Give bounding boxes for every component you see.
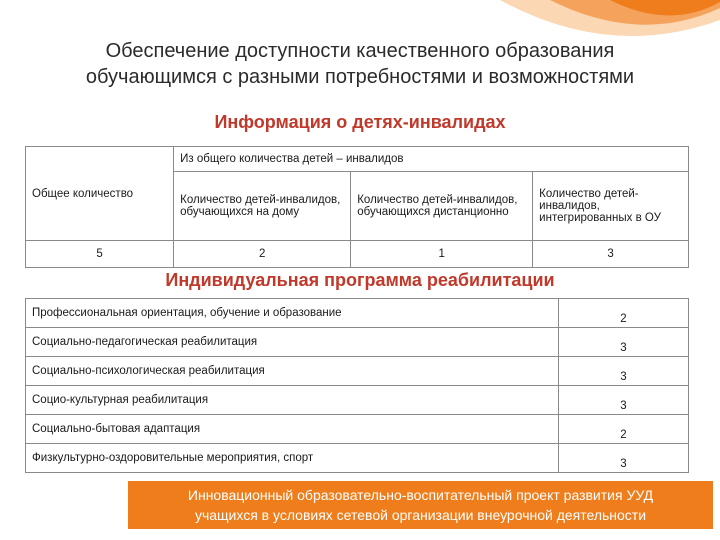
value-distance: 1 [351,241,533,268]
table-row [26,386,689,415]
table-row [26,328,689,357]
title-line-1: Обеспечение доступности качественного образования [105,40,615,62]
table-row [26,299,689,328]
section-heading-disabled-children: Информация о детях-инвалидах [214,112,506,132]
rehab-name: Социо-культурная реабилитация [26,386,559,415]
banner-line-2: учащихся в условиях сетевой организации внеурочной деятельности [194,507,647,523]
rehab-name: Социально-психологическая реабилитация [26,357,559,386]
rehab-program-table [25,298,689,473]
table-row [26,444,689,473]
value-home: 2 [174,241,351,268]
title-line-2: обучающимся с разными потребностями и возможностями [85,66,635,88]
table-row [26,415,689,444]
rehab-value: 3 [559,357,689,386]
banner-line-1: Инновационный образовательно-воспитательный проект развития УУД [187,487,654,503]
page-title [0,38,720,90]
section-heading-rehab-program: Индивидуальная программа реабилитации [165,270,555,290]
rehab-value: 3 [559,386,689,415]
project-banner [128,481,713,529]
table-row [26,357,689,386]
rehab-name: Профессиональная ориентация, обучение и образование [26,299,559,328]
rehab-value: 2 [559,415,689,444]
rehab-value: 2 [559,299,689,328]
value-total: 5 [26,241,174,268]
header-home: Количество детей-инвалидов, обучающихся на дому [174,172,351,241]
group-header: Из общего количества детей – инвалидов [174,147,689,172]
header-distance: Количество детей-инвалидов, обучающихся дистанционно [351,172,533,241]
rehab-name: Физкультурно-оздоровительные мероприятия, спорт [26,444,559,473]
disabled-children-table [25,146,689,268]
rehab-value: 3 [559,444,689,473]
rehab-value: 3 [559,328,689,357]
value-integrated: 3 [533,241,689,268]
header-total: Общее количество [26,147,174,241]
header-integrated: Количество детей-инвалидов, интегрированных в ОУ [533,172,689,241]
rehab-name: Социально-бытовая адаптация [26,415,559,444]
rehab-name: Социально-педагогическая реабилитация [26,328,559,357]
